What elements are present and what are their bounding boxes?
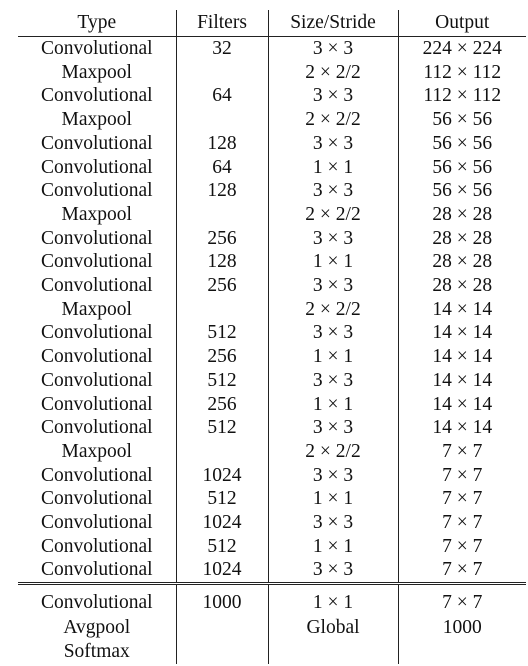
cell-output: 112 × 112 — [423, 61, 502, 83]
cell-size-stride: 1 × 1 — [268, 584, 398, 617]
cell-output: 28 × 28 — [432, 227, 493, 249]
table-row — [18, 487, 526, 511]
cell-output: 56 × 56 — [432, 132, 493, 154]
cell-size-stride: 2 × 2/2 — [268, 61, 398, 85]
table-row — [18, 464, 526, 488]
cell-type: Maxpool — [18, 108, 176, 132]
table-row — [18, 132, 526, 156]
cell-output: 7 × 7 — [398, 584, 526, 617]
cell-type: Convolutional — [18, 227, 176, 251]
cell-filters: 1024 — [176, 464, 268, 488]
cell-output: 112 × 112 — [423, 85, 502, 107]
cell-size-stride — [268, 640, 398, 664]
cell-output: 56 × 56 — [432, 156, 493, 178]
table-row — [18, 535, 526, 559]
cell-output: 1000 — [442, 617, 482, 639]
cell-size-stride: 3 × 3 — [268, 464, 398, 488]
cell-type: Convolutional — [18, 416, 176, 440]
table-row — [18, 274, 526, 298]
cell-filters — [176, 640, 268, 664]
cell-filters: 1024 — [176, 558, 268, 583]
architecture-table-container — [18, 10, 526, 664]
cell-size-stride: 3 × 3 — [268, 227, 398, 251]
cell-type: Convolutional — [18, 511, 176, 535]
cell-output: 28 × 28 — [432, 203, 493, 225]
cell-size-stride: 3 × 3 — [268, 558, 398, 583]
table-row — [18, 227, 526, 251]
table-footer-body — [18, 584, 526, 664]
cell-output: 14 × 14 — [432, 369, 493, 391]
cell-type: Convolutional — [18, 345, 176, 369]
cell-size-stride: 3 × 3 — [268, 321, 398, 345]
cell-output: 7 × 7 — [442, 464, 483, 486]
table-body — [18, 37, 526, 584]
header-type: Type — [18, 10, 176, 37]
table-row — [18, 156, 526, 180]
table-row — [18, 369, 526, 393]
cell-size-stride: 3 × 3 — [268, 132, 398, 156]
cell-filters: 64 — [176, 84, 268, 108]
header-filters: Filters — [176, 10, 268, 37]
cell-filters: 256 — [176, 345, 268, 369]
cell-output: 14 × 14 — [432, 393, 493, 415]
cell-output: 28 × 28 — [432, 251, 493, 273]
cell-filters: 128 — [176, 179, 268, 203]
cell-output: 7 × 7 — [442, 535, 483, 557]
cell-type: Avgpool — [18, 616, 176, 640]
table-row — [18, 84, 526, 108]
cell-filters — [176, 108, 268, 132]
cell-filters: 1024 — [176, 511, 268, 535]
cell-output: 14 × 14 — [432, 298, 493, 320]
cell-type: Softmax — [18, 640, 176, 664]
cell-type: Convolutional — [18, 179, 176, 203]
table-header — [18, 10, 526, 37]
cell-type: Maxpool — [18, 61, 176, 85]
cell-type: Convolutional — [18, 369, 176, 393]
cell-filters — [176, 203, 268, 227]
cell-output: 14 × 14 — [432, 417, 493, 439]
cell-size-stride: 1 × 1 — [268, 156, 398, 180]
cell-output — [398, 640, 526, 664]
cell-size-stride: 3 × 3 — [268, 37, 398, 61]
cell-filters: 512 — [176, 535, 268, 559]
cell-size-stride: 2 × 2/2 — [268, 298, 398, 322]
cell-type: Convolutional — [18, 535, 176, 559]
cell-size-stride: 1 × 1 — [268, 393, 398, 417]
cell-filters: 512 — [176, 487, 268, 511]
table-row — [18, 250, 526, 274]
cell-filters: 512 — [176, 369, 268, 393]
cell-type: Convolutional — [18, 464, 176, 488]
cell-filters: 512 — [176, 321, 268, 345]
header-size-stride: Size/Stride — [268, 10, 398, 37]
table-row — [18, 616, 526, 640]
cell-size-stride: 1 × 1 — [268, 535, 398, 559]
cell-output: 7 × 7 — [442, 559, 483, 581]
cell-output: 14 × 14 — [432, 322, 493, 344]
table-row — [18, 179, 526, 203]
cell-filters: 256 — [176, 393, 268, 417]
cell-output: 224 × 224 — [422, 38, 502, 59]
table-row — [18, 61, 526, 85]
table-row — [18, 37, 526, 61]
table-row — [18, 440, 526, 464]
cell-type: Convolutional — [18, 156, 176, 180]
cell-type: Convolutional — [18, 393, 176, 417]
cell-type: Convolutional — [18, 84, 176, 108]
cell-type: Maxpool — [18, 440, 176, 464]
cell-output: 56 × 56 — [432, 109, 493, 131]
cell-size-stride: 2 × 2/2 — [268, 108, 398, 132]
cell-output: 14 × 14 — [432, 346, 493, 368]
cell-filters — [176, 440, 268, 464]
header-output: Output — [398, 10, 526, 37]
table-row — [18, 203, 526, 227]
cell-size-stride: 3 × 3 — [268, 416, 398, 440]
cell-size-stride: 1 × 1 — [268, 345, 398, 369]
table-row — [18, 558, 526, 583]
cell-filters — [176, 298, 268, 322]
cell-size-stride: 2 × 2/2 — [268, 440, 398, 464]
table-row — [18, 345, 526, 369]
table-row — [18, 298, 526, 322]
cell-size-stride: 3 × 3 — [268, 274, 398, 298]
cell-output: 7 × 7 — [442, 440, 483, 462]
table-row — [18, 393, 526, 417]
cell-type: Convolutional — [18, 132, 176, 156]
cell-filters: 512 — [176, 416, 268, 440]
cell-type: Convolutional — [18, 274, 176, 298]
cell-size-stride: 1 × 1 — [268, 487, 398, 511]
cell-size-stride: 3 × 3 — [268, 511, 398, 535]
cell-type: Maxpool — [18, 298, 176, 322]
cell-size-stride: 3 × 3 — [268, 84, 398, 108]
cell-size-stride: 3 × 3 — [268, 369, 398, 393]
cell-filters: 1000 — [176, 584, 268, 617]
cell-filters: 32 — [176, 37, 268, 61]
cell-filters: 256 — [176, 227, 268, 251]
cell-filters: 128 — [176, 250, 268, 274]
cell-size-stride: 3 × 3 — [268, 179, 398, 203]
cell-size-stride: 1 × 1 — [268, 250, 398, 274]
cell-type: Maxpool — [18, 203, 176, 227]
cell-filters: 256 — [176, 274, 268, 298]
table-row — [18, 321, 526, 345]
cell-type: Convolutional — [18, 584, 176, 617]
cell-filters: 128 — [176, 132, 268, 156]
cell-filters — [176, 61, 268, 85]
cell-size-stride: Global — [268, 616, 398, 640]
header-row — [18, 10, 526, 37]
table-row — [18, 640, 526, 664]
cell-type: Convolutional — [18, 250, 176, 274]
cell-output: 7 × 7 — [442, 488, 483, 510]
cell-type: Convolutional — [18, 487, 176, 511]
table-row — [18, 416, 526, 440]
table-row — [18, 584, 526, 617]
table-row — [18, 108, 526, 132]
architecture-table — [18, 10, 526, 664]
cell-type: Convolutional — [18, 321, 176, 345]
cell-type: Convolutional — [18, 558, 176, 583]
cell-output: 28 × 28 — [432, 275, 493, 297]
cell-output: 7 × 7 — [442, 512, 483, 534]
cell-output: 56 × 56 — [432, 180, 493, 202]
table-row — [18, 511, 526, 535]
cell-size-stride: 2 × 2/2 — [268, 203, 398, 227]
cell-filters: 64 — [176, 156, 268, 180]
cell-type: Convolutional — [18, 37, 176, 61]
cell-filters — [176, 616, 268, 640]
